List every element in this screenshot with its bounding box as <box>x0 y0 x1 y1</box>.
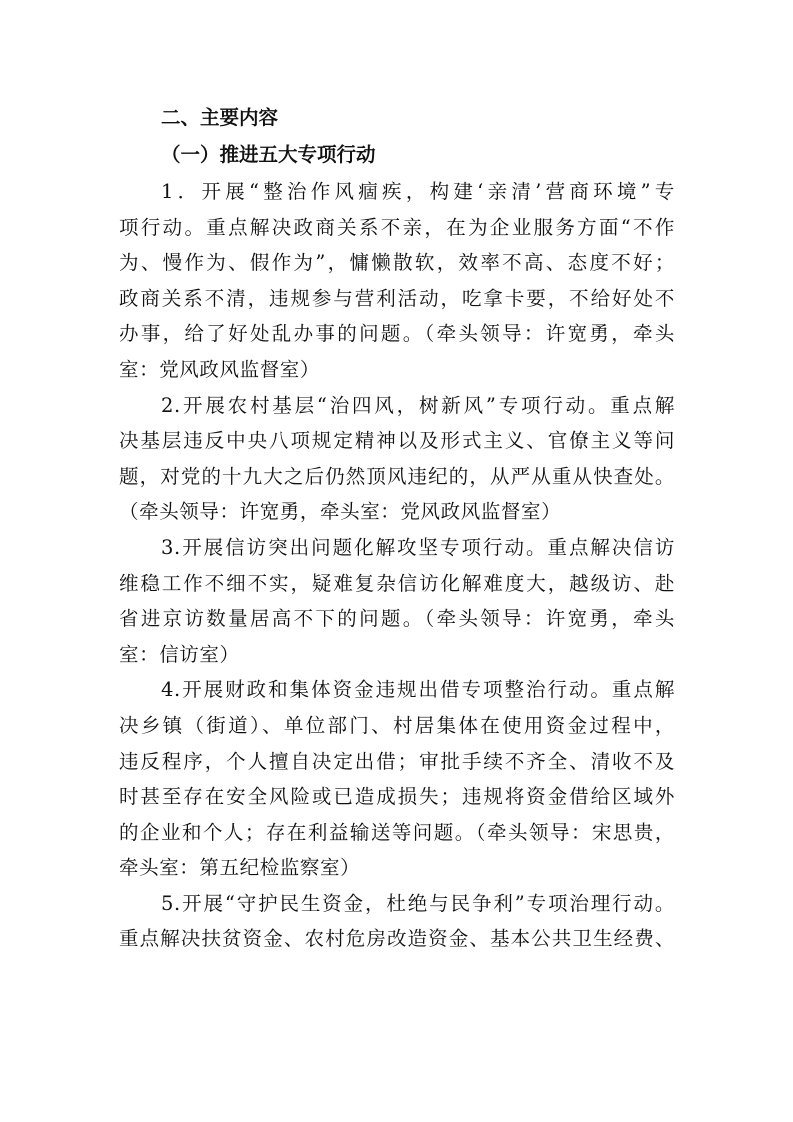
paragraph-2 <box>119 388 675 530</box>
section-heading: 二、主要内容 <box>161 106 279 129</box>
paragraph-line: 政商关系不清，违规参与营利活动，吃拿卡要，不给好处不 <box>119 286 675 310</box>
paragraph-line: 1．开展“整治作风痼疾，构建‘亲清’营商环境”专 <box>161 180 675 203</box>
paragraph-line: 决基层违反中央八项规定精神以及形式主义、官僚主义等问 <box>119 429 675 453</box>
paragraph-line: 4.开展财政和集体资金违规出借专项整治行动。重点解 <box>161 678 675 702</box>
paragraph-3 <box>119 530 675 672</box>
paragraph-line: 的企业和个人；存在利益输送等问题。（牵头领导：宋思贵， <box>119 820 675 844</box>
subsection-heading: （一）推进五大专项行动 <box>161 143 376 166</box>
paragraph-line: 项行动。重点解决政商关系不亲，在为企业服务方面“不作 <box>119 215 675 239</box>
paragraph-line: 牵头室：第五纪检监察室） <box>119 856 361 880</box>
paragraph-line: 2.开展农村基层“治四风，树新风”专项行动。重点解 <box>161 393 675 417</box>
paragraph-line: 3.开展信访突出问题化解攻坚专项行动。重点解决信访 <box>161 535 675 559</box>
paragraph-5 <box>119 886 675 957</box>
paragraph-4 <box>119 672 675 886</box>
paragraph-line: 决乡镇（街道）、单位部门、村居集体在使用资金过程中， <box>119 713 675 737</box>
paragraph-line: 室：党风政风监督室） <box>119 357 321 381</box>
document-page <box>119 100 675 957</box>
paragraph-1 <box>119 174 675 388</box>
paragraph-line: 题，对党的十九大之后仍然顶风违纪的，从严从重从快查处。 <box>119 464 675 488</box>
paragraph-line: （牵头领导：许宽勇，牵头室：党风政风监督室） <box>119 500 562 524</box>
paragraph-line: 为、慢作为、假作为”，慵懒散软，效率不高、态度不好； <box>119 251 675 275</box>
paragraph-line: 5.开展“守护民生资金，杜绝与民争利”专项治理行动。 <box>161 891 675 915</box>
paragraph-line: 违反程序，个人擅自决定出借；审批手续不齐全、清收不及 <box>119 749 675 773</box>
paragraph-line: 省进京访数量居高不下的问题。（牵头领导：许宽勇，牵头 <box>119 607 675 631</box>
paragraph-line: 重点解决扶贫资金、农村危房改造资金、基本公共卫生经费、 <box>119 927 675 951</box>
paragraph-line: 办事，给了好处乱办事的问题。（牵头领导：许宽勇，牵头 <box>119 322 675 346</box>
paragraph-line: 时甚至存在安全风险或已造成损失；违规将资金借给区域外 <box>119 785 675 809</box>
paragraph-line: 室：信访室） <box>119 642 240 666</box>
paragraph-line: 维稳工作不细不实，疑难复杂信访化解难度大，越级访、赴 <box>119 571 675 595</box>
